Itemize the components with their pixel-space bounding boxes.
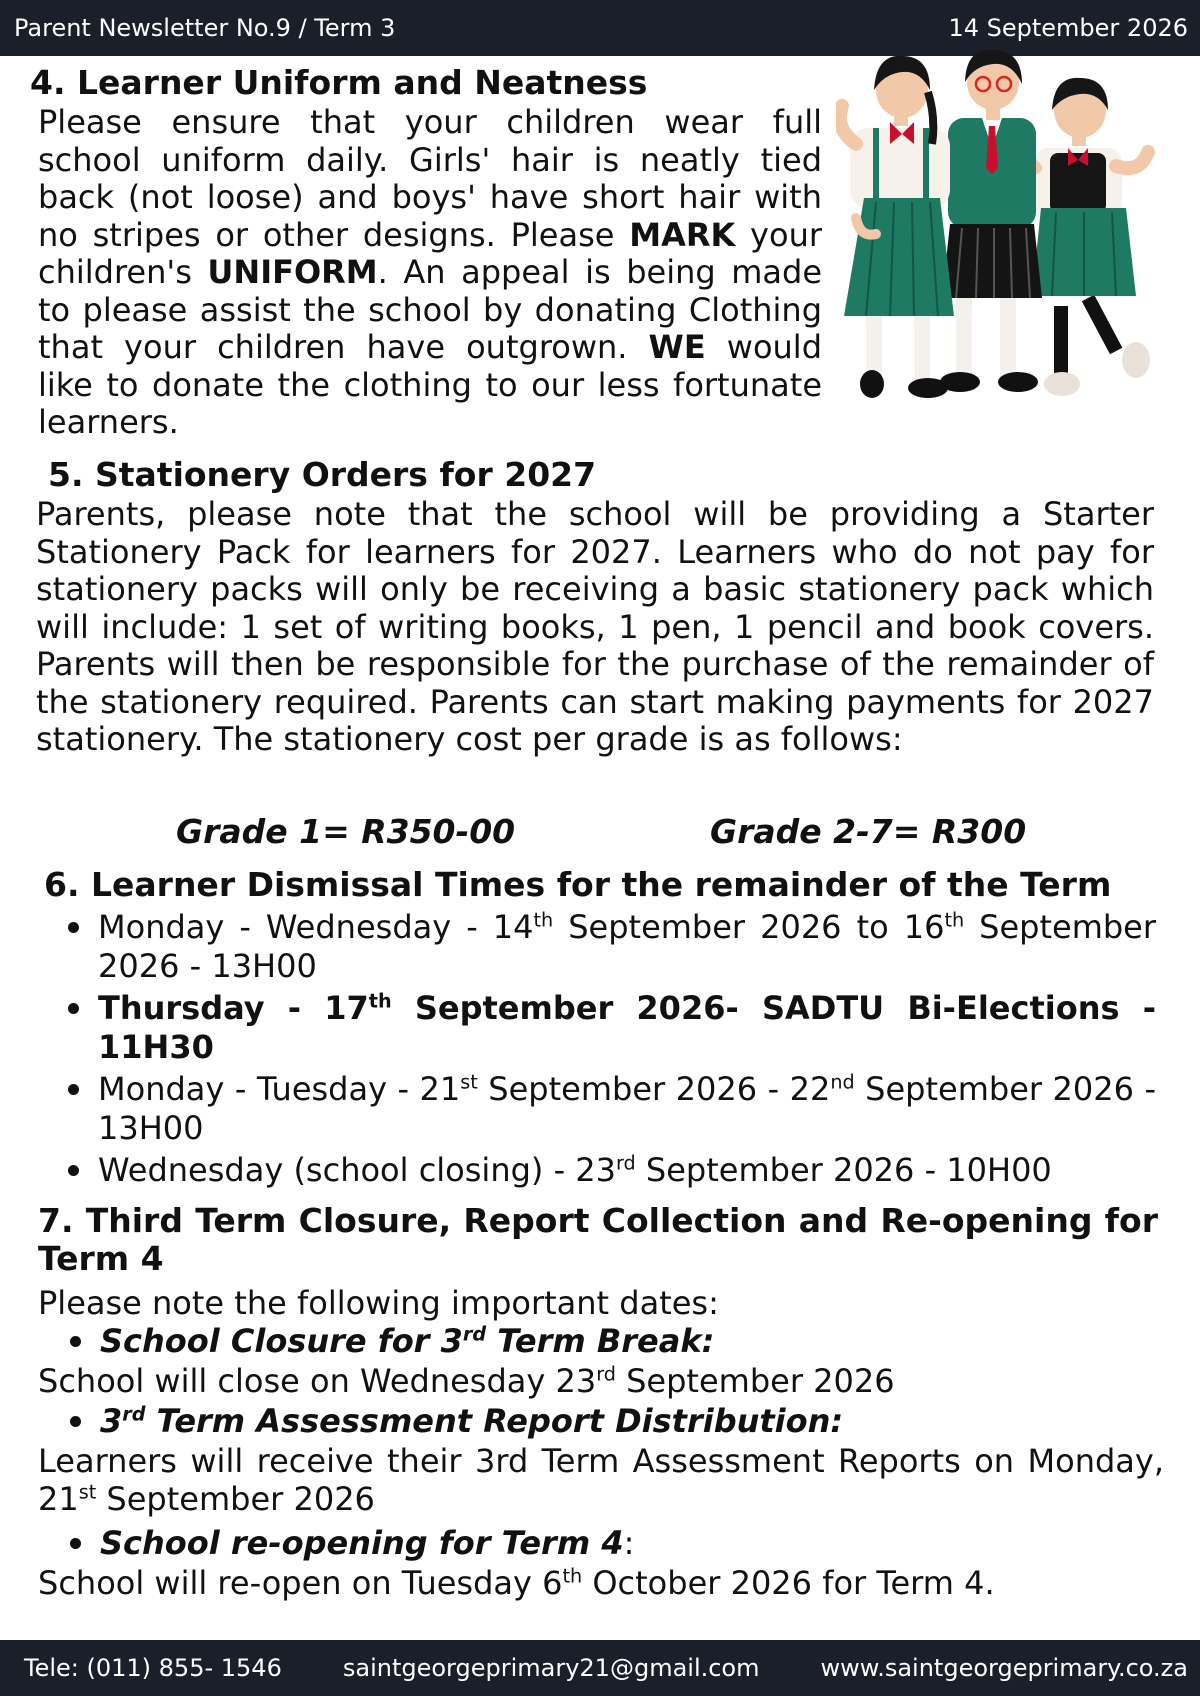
sub-text: September 2026 — [615, 1362, 895, 1400]
bullet-icon — [68, 1084, 79, 1095]
list-item — [98, 989, 1156, 1067]
item-text: Wednesday (school closing) - 23 — [98, 1151, 616, 1189]
section-4-body — [38, 104, 822, 442]
reopening-text — [38, 1564, 995, 1602]
sub-sup: rd — [596, 1362, 616, 1386]
footer-email[interactable]: saintgeorgeprimary21@gmail.com — [342, 1654, 760, 1682]
sub-text: : — [623, 1524, 635, 1562]
newsletter-date: 14 September 2026 — [948, 14, 1188, 42]
report-text — [38, 1442, 1164, 1518]
section-7-intro: Please note the following important dates: — [38, 1284, 719, 1322]
section-6-title: 6. Learner Dismissal Times for the remainder of the Term — [44, 865, 1112, 904]
item-text: Monday - Tuesday - 21 — [98, 1070, 461, 1108]
footer-telephone: Tele: (011) 855- 1546 — [24, 1654, 282, 1682]
closure-heading — [100, 1322, 714, 1360]
newsletter-title: Parent Newsletter No.9 / Term 3 — [14, 14, 396, 42]
section-4-title: 4. Learner Uniform and Neatness — [30, 63, 648, 102]
school-girls-illustration — [836, 48, 1172, 408]
item-sup: th — [533, 908, 554, 932]
sub-sup: th — [562, 1564, 583, 1588]
sub-text: Term Break: — [486, 1322, 715, 1360]
item-text: September 2026 - 10H00 — [635, 1151, 1052, 1189]
list-item — [98, 1070, 1156, 1148]
sub-sup: rd — [462, 1322, 487, 1346]
grade-2-7-price: Grade 2-7= R300 — [710, 812, 1027, 851]
sub-text: School Closure for 3 — [100, 1322, 463, 1360]
reopening-heading — [100, 1524, 634, 1562]
list-item — [98, 1151, 1156, 1190]
girl-right-figure — [1023, 78, 1150, 396]
s4-mark: MARK — [629, 215, 736, 254]
bullet-icon — [68, 922, 79, 933]
bullet-icon — [70, 1416, 81, 1427]
sub-text: School will close on Wednesday 23 — [38, 1362, 597, 1400]
sub-text: School will re-open on Tuesday 6 — [38, 1564, 563, 1602]
sub-text: 3 — [100, 1402, 123, 1440]
list-item — [98, 908, 1156, 986]
item-text: September 2026 - 13H00 — [98, 1070, 1157, 1147]
sub-text: School re-opening for Term 4 — [100, 1524, 624, 1562]
s4-text-a: Please ensure that your children wear full school uniform daily. Girls' hair is neatly tied back (not loose) and boys' have short hair with no stripes or other designs. Please — [38, 103, 822, 254]
item-sup: rd — [616, 1151, 636, 1175]
item-sup: nd — [830, 1070, 855, 1094]
sub-text: Learners will receive their 3rd Term Assessment Reports on Monday, 21 — [38, 1442, 1164, 1518]
girl-left-figure — [840, 56, 954, 398]
section-7-title: 7. Third Term Closure, Report Collection and Re-opening for Term 4 — [38, 1201, 1158, 1278]
closure-text — [38, 1362, 895, 1400]
dismissal-times-list — [98, 908, 1156, 1193]
sub-text: September 2026 — [96, 1480, 375, 1518]
grade-1-price: Grade 1= R350-00 — [176, 812, 516, 851]
s4-we: WE — [648, 328, 706, 366]
item-text: September 2026 - 22 — [477, 1070, 831, 1108]
s4-text-c: . An appeal is being made to please assist the school by donating Clothing that your children have outgrown. — [38, 253, 823, 366]
item-text: Thursday - 17 — [98, 989, 369, 1027]
girl-middle-figure — [940, 50, 1042, 392]
bullet-icon — [68, 1003, 79, 1014]
item-text: September 2026- SADTU Bi-Elections - 11H30 — [98, 989, 1157, 1066]
item-sup: th — [944, 908, 965, 932]
item-sup: st — [460, 1070, 478, 1094]
section-5-body: Parents, please note that the school will be providing a Starter Stationery Pack for learners for 2027. Learners who do not pay for stationery packs will only be receiving a basic stationery pack which will include: 1 set of writing books, 1 pen, 1 pencil and book covers. Parents will then be responsible for the purchase of the remainder of the stationery required. Parents can start making payments for 2027 stationery. The stationery cost per grade is as follows: — [36, 495, 1154, 758]
section-5-title: 5. Stationery Orders for 2027 — [48, 455, 597, 494]
report-heading — [100, 1402, 843, 1440]
bullet-icon — [70, 1538, 81, 1549]
sub-sup: st — [78, 1480, 97, 1504]
s4-text-d: would like to donate the clothing to our less fortunate learners. — [38, 328, 823, 441]
sub-sup: rd — [122, 1402, 146, 1426]
item-text: Monday - Wednesday - 14 — [98, 908, 534, 946]
footer-website[interactable]: www.saintgeorgeprimary.co.za — [820, 1654, 1188, 1682]
item-sup: th — [368, 989, 392, 1013]
item-text: September 2026 to 16 — [553, 908, 945, 946]
item-text: September 2026 - 13H00 — [98, 908, 1157, 985]
bullet-icon — [70, 1336, 81, 1347]
s4-uniform: UNIFORM — [207, 253, 378, 291]
sub-text: October 2026 for Term 4. — [582, 1564, 995, 1602]
s4-text-b: your children's — [38, 215, 823, 291]
bullet-icon — [68, 1165, 79, 1176]
sub-text: Term Assessment Report Distribution: — [145, 1402, 844, 1440]
footer-bar — [0, 1640, 1200, 1696]
